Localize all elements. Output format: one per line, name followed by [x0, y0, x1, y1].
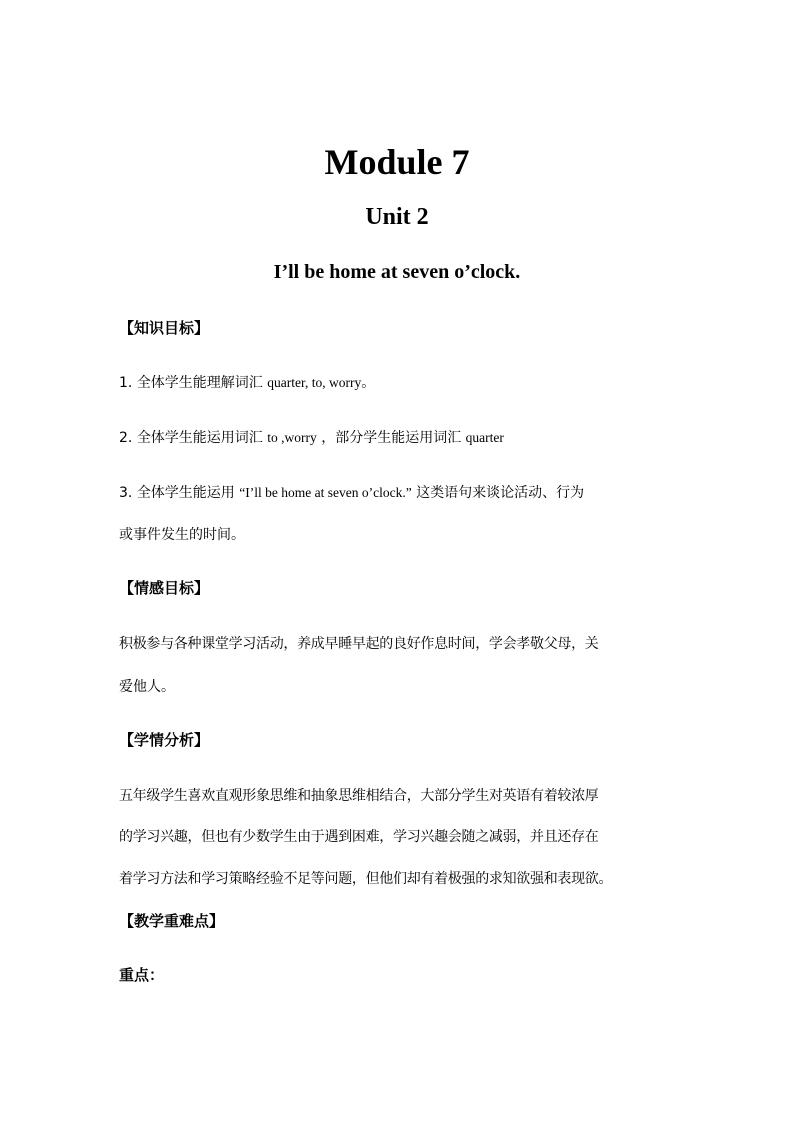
- item-text-cn: 全体学生能运用: [136, 485, 235, 501]
- item-text-cn2: 这类语句来谈论活动、行为: [416, 485, 585, 501]
- module-title: Module 7: [324, 142, 470, 182]
- item-number: 3.: [119, 485, 133, 501]
- knowledge-item-1: [119, 373, 679, 393]
- item-quote: “I’ll be home at seven o’clock.”: [239, 485, 412, 500]
- item-text-cn2: ，部分学生能运用词汇: [321, 430, 462, 446]
- analysis-line-2: 的学习兴趣，但也有少数学生由于遇到困难，学习兴趣会随之减弱，并且还存在: [119, 829, 599, 845]
- knowledge-heading: 【知识目标】: [119, 319, 210, 337]
- item-text-cn: 全体学生能理解词汇: [136, 375, 263, 391]
- item-text-cn: 全体学生能运用词汇: [136, 430, 263, 446]
- unit-title: Unit 2: [365, 204, 429, 230]
- knowledge-item-2: [119, 428, 679, 448]
- lesson-subtitle: I’ll be home at seven o’clock.: [273, 261, 521, 283]
- analysis-heading: 【学情分析】: [119, 731, 210, 749]
- item-number: 2.: [119, 430, 133, 446]
- knowledge-item-3: [119, 483, 679, 503]
- analysis-line-3: 着学习方法和学习策略经验不足等问题，但他们却有着极强的求知欲强和表现欲。: [119, 871, 613, 887]
- keypoints-heading: 【教学重难点】: [119, 912, 225, 930]
- emotion-line-1: 积极参与各种课堂学习活动，养成早睡早起的良好作息时间，学会孝敬父母，关: [119, 636, 599, 652]
- emotion-line-2: 爱他人。: [119, 679, 175, 695]
- item-text-en2: quarter: [465, 430, 504, 445]
- analysis-line-1: 五年级学生喜欢直观形象思维和抽象思维相结合，大部分学生对英语有着较浓厚: [119, 788, 599, 804]
- keypoints-sub: 重点：: [119, 966, 165, 984]
- emotion-heading: 【情感目标】: [119, 579, 210, 597]
- item-end: 。: [361, 375, 376, 391]
- item-number: 1.: [119, 375, 133, 391]
- item-text-en: to ,worry: [267, 430, 317, 445]
- knowledge-item-3-cont: 或事件发生的时间。: [119, 527, 245, 543]
- item-text-en: quarter, to, worry: [267, 375, 362, 390]
